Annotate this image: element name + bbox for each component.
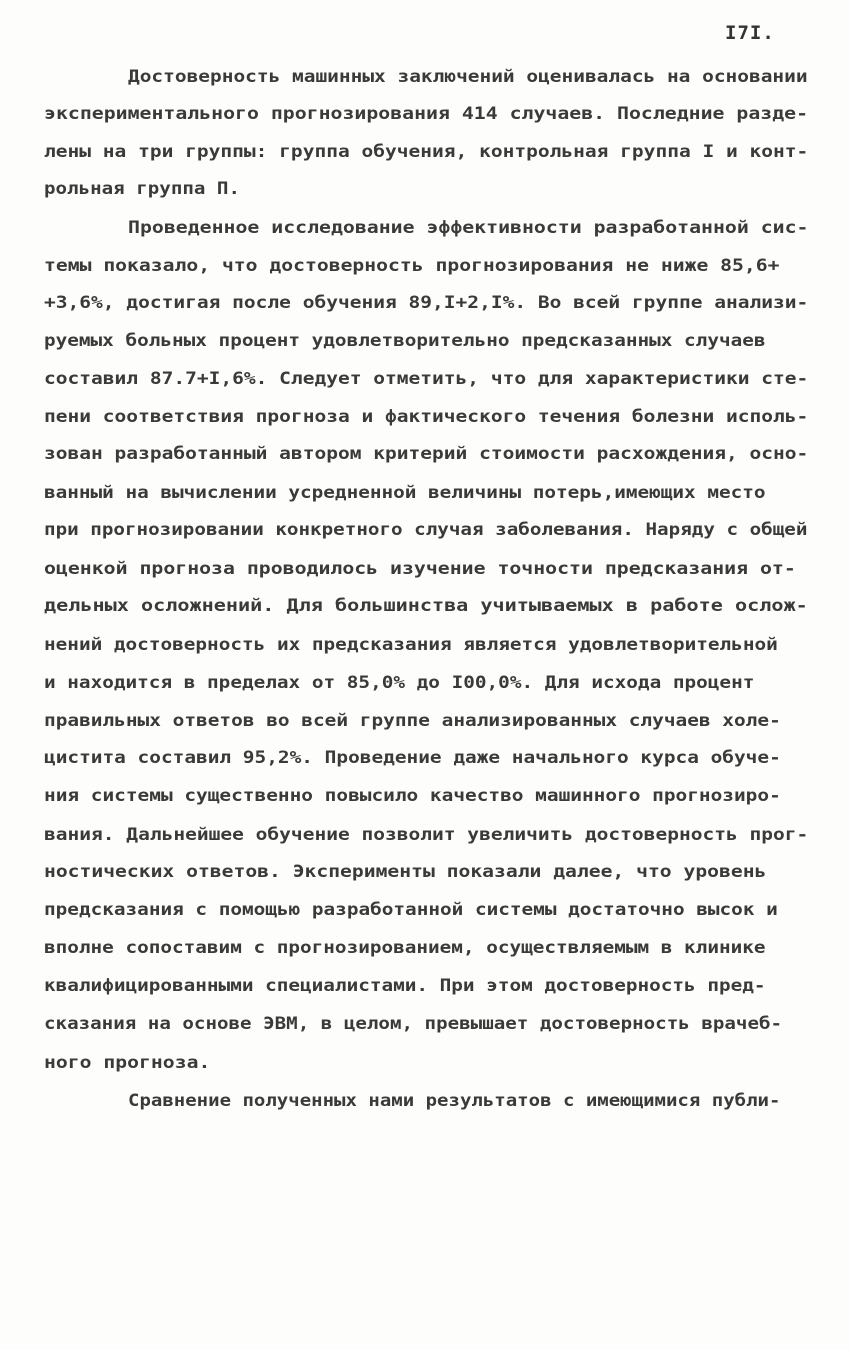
text-line: вполне сопоставим с прогнозированием, осуществляемым в клинике — [44, 938, 766, 958]
text-line: при прогнозировании конкретного случая заболевания. Наряду с общей — [44, 520, 808, 540]
text-line: оценкой прогноза проводилось изучение точности предсказания от- — [44, 559, 796, 579]
text-line: вания. Дальнейшее обучение позволит увеличить достоверность прог- — [44, 825, 809, 845]
text-line: пени соответствия прогноза и фактического течения болезни исполь- — [44, 407, 809, 427]
text-line: квалифицированными специалистами. При этом достоверность пред- — [44, 976, 766, 996]
text-line: дельных осложнений. Для большинства учитываемых в работе ослож- — [44, 596, 808, 616]
page-number: I7I. — [725, 22, 775, 44]
text-line: предсказания с помощью разработанной системы достаточно высок и — [44, 900, 778, 920]
text-line: нений достоверность их предсказания является удовлетворительной — [44, 635, 778, 655]
text-line: темы показало, что достоверность прогнозирования не ниже 85,6+ — [44, 256, 780, 276]
text-line: сказания на основе ЭВМ, в целом, превышает достоверность врачеб- — [44, 1014, 783, 1034]
text-line: лены на три группы: группа обучения, контрольная группа I и конт- — [44, 142, 809, 162]
text-line: рольная группа П. — [44, 179, 241, 199]
text-line: ного прогноза. — [44, 1053, 211, 1073]
text-line: +3,6%, достигая после обучения 89,I+2,I%. Во всей группе анализи- — [44, 293, 809, 313]
text-line: руемых больных процент удовлетворительно предсказанных случаев — [44, 331, 766, 351]
text-line: зован разработанный автором критерий стоимости расхождения, осно- — [44, 444, 809, 464]
text-line: ванный на вычислении усредненной величины потерь,имеющих место — [44, 483, 766, 503]
text-line: Сравнение полученных нами результатов с имеющимися публи- — [128, 1091, 781, 1111]
text-line: правильных ответов во всей группе анализированных случаев холе- — [44, 711, 781, 731]
text-line: ния системы существенно повысило качество машинного прогнозиро- — [44, 786, 781, 806]
text-line: составил 87.7+I,6%. Следует отметить, что для характеристики сте- — [44, 369, 809, 389]
text-line: экспериментального прогнозирования 414 случаев. Последние разде- — [44, 104, 809, 124]
text-line: ностических ответов. Эксперименты показали далее, что уровень — [44, 862, 767, 882]
text-line: Достоверность машинных заключений оценивалась на основании — [128, 67, 808, 87]
text-line: Проведенное исследование эффективности разработанной сис- — [128, 218, 809, 238]
text-line: цистита составил 95,2%. Проведение даже начального курса обуче- — [44, 748, 781, 768]
text-line: и находится в пределах от 85,0% до I00,0%. Для исхода процент — [44, 673, 755, 693]
